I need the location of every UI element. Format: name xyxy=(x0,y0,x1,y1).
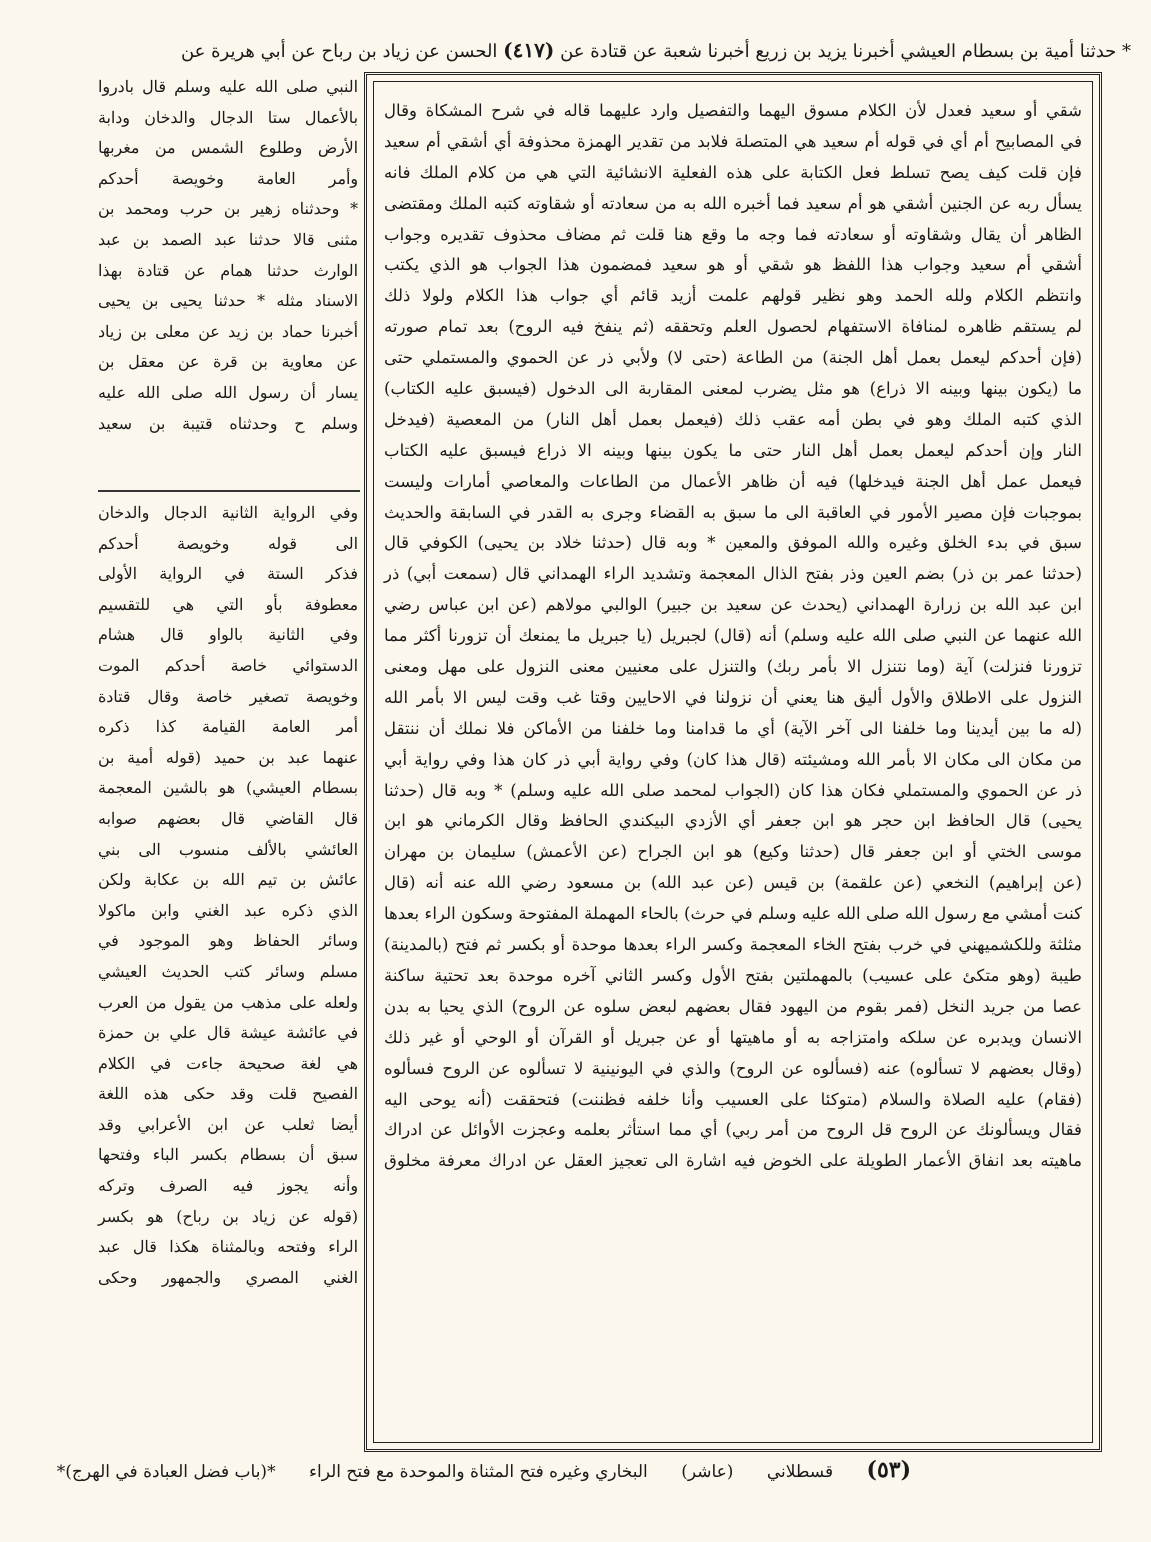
footer-chapter: *(باب فضل العبادة في الهرج)* xyxy=(56,1462,276,1482)
header-prefix: * حدثنا أمية بن بسطام العيشي أخبرنا يزيد بن زريع أخبرنا شعبة عن قتادة عن xyxy=(560,41,1131,62)
margin-note-line: فذكر الستة في الرواية الأولى xyxy=(98,564,358,584)
margin-line: وسلم ح وحدثناه قتيبة بن سعيد xyxy=(98,413,358,433)
margin-note-line: وفي الثانية بالواو قال هشام xyxy=(98,625,358,645)
text-line: في المصابيح أم أي في قوله أم سعيد هي المتصلة فلابد من تقدير الهمزة محذوفة أي أشقي أم سعيد xyxy=(384,131,1082,151)
page-header xyxy=(60,30,1131,70)
page-footer xyxy=(56,1448,911,1492)
margin-column xyxy=(98,72,358,1452)
margin-divider xyxy=(98,490,360,492)
text-line: طيبة (وهو متكئ على عسيب) بالمهملتين بفتح الأول وكسر الثاني آخره موحدة بعد تحتية ساكنة xyxy=(384,965,1082,985)
text-line: وانتظم الكلام ولله الحمد وهو نظير قولهم علمت أزيد قائم أي جواب هذا الكلام ولولا ذلك xyxy=(384,286,1082,306)
text-line: فإن قلت كيف يصح تسلط فعل الكتابة على هذه الفعلية الانشائية التي هي من كلام الملك فانه xyxy=(384,162,1082,182)
text-line: ابن عبد الله بن زرارة الهمداني (يحدث عن سعيد بن جبير) الوالبي مولاهم (عن ابن عباس رضي xyxy=(384,595,1082,615)
text-line: النزول على الاطلاق والأول أليق هنا يعني أن نزولنا في الاحايين وقتا غب وقت ليس الا بأمر الله xyxy=(384,687,1082,707)
margin-line: بالأعمال ستا الدجال والدخان ودابة xyxy=(98,107,358,127)
text-line: لم يستقم ظاهره لمنافاة الاستفهام لحصول العلم وتحققه (ثم ينفخ فيه الروح) بعد تمام صورته xyxy=(384,317,1082,337)
text-line: كنت أمشي مع رسول الله صلى الله عليه وسلم في حرث) بالحاء المهملة المفتوحة وسكون الراء بعدها xyxy=(384,904,1082,924)
text-line: يسأل ربه عن الجنين أشقي هو أم سعيد فما أخبره الله به من سعادته أو شقاوته كتبه الملك ومقتضى xyxy=(384,193,1082,213)
margin-line: الاسناد مثله * حدثنا يحيى بن يحيى xyxy=(98,291,358,311)
margin-line: يسار أن رسول الله صلى الله عليه xyxy=(98,382,358,402)
text-line: فيعمل عمل أهل الجنة فيدخلها) فيه أن ظاهر الأعمال من الطاعات والمعاصي أمارات وليست xyxy=(384,471,1082,491)
margin-line: أخبرنا حماد بن زيد عن معلى بن زياد xyxy=(98,321,358,341)
text-line: (فقام) عليه الصلاة والسلام (متوكئا على العسيب وأنا خلفه فظننت) فتحققت (أنه يوحى اليه xyxy=(384,1089,1082,1109)
text-line: موسى الختي أو ابن جعفر قال (حدثنا وكيع) هو ابن الجراح (عن الأعمش) سليمان بن مهران xyxy=(384,842,1082,862)
commentary-frame xyxy=(364,72,1102,1452)
margin-note-line: الفصيح قلت وقد حكى هذه اللغة xyxy=(98,1084,358,1104)
text-line: (عن إبراهيم) النخعي (عن علقمة) بن قيس (عن عبد الله) بن مسعود رضي الله عنه أنه (قال xyxy=(384,873,1082,893)
text-line: سبق في بدء الخلق وغيره والله الموفق والمعين * وبه قال (حدثنا خلاد بن يحيى) الكوفي قال xyxy=(384,533,1082,553)
margin-line: النبي صلى الله عليه وسلم قال بادروا xyxy=(98,77,358,96)
text-line: (له ما بين أيدينا وما خلفنا الى آخر الآية) أي ما قدامنا وما خلفنا من الأماكن فلا نملك أن ننتقل xyxy=(384,718,1082,738)
footer-note: البخاري وغيره فتح المثناة والموحدة مع فتح الراء xyxy=(308,1462,648,1482)
header-suffix: الحسن عن زياد بن رباح عن أبي هريرة عن xyxy=(180,41,498,62)
text-line: تزورنا فنزلت) آية (وما نتنزل الا بأمر ربك) والتنزل على معنيين معنى النزول على مهل ومعنى xyxy=(384,657,1082,677)
margin-line: عن معاوية بن قرة عن معقل بن xyxy=(98,352,358,372)
margin-note-line: الى قوله وخويصة أحدكم xyxy=(98,533,358,553)
commentary-text xyxy=(373,81,1093,1443)
text-line: أشقي أم سعيد وجواب هذا اللفظ هو شقي أو هو سعيد فمضمون هذا الجواب هو الذي يكتب xyxy=(384,255,1082,275)
margin-line: وأمر العامة وخويصة أحدكم xyxy=(98,168,358,188)
margin-notes-text xyxy=(98,498,358,1293)
margin-line: الأرض وطلوع الشمس من مغربها xyxy=(98,138,358,158)
margin-hadith-text xyxy=(98,72,358,439)
text-line: شقي أو سعيد فعدل لأن الكلام مسوق اليهما والتفصيل وارد عليهما قاله في شرح المشكاة وقال xyxy=(384,101,1082,120)
text-line: بموجبات فإن مصير الأمور في العاقبة الى ما سبق به القضاء وجرى به القدر في السابقة والحديث xyxy=(384,502,1082,522)
text-line: النار وإن أحدكم ليعمل بعمل أهل النار حتى ما يكون بينها وبينه الا ذراع فيسبق عليه الكتاب xyxy=(384,440,1082,460)
text-line: فقال ويسألونك عن الروح قل الروح من أمر ربي) أي مما استأثر بعلمه وعجزت الأوائل عن ادراك xyxy=(384,1120,1082,1140)
text-line: (حدثنا عمر بن ذر) بضم العين وذر بفتح الذال المعجمة وتشديد الراء الهمداني قال (سمعت أبي) ذر xyxy=(384,564,1082,584)
text-line: ذر عن الحموي والمستملي فكان هذا كان (الجواب لمحمد صلى الله عليه وسلم) * وبه قال (حدثنا xyxy=(384,780,1082,800)
header-page-number: (٤١٧) xyxy=(503,38,555,62)
margin-note-line: عائش بن تيم الله بن عكابة ولكن xyxy=(98,870,358,890)
margin-note-line: سبق أن بسطام بكسر الباء وفتحها xyxy=(98,1145,358,1165)
margin-note-line: عنهما عبد بن حميد (قوله أمية بن xyxy=(98,747,358,767)
margin-line: * وحدثناه زهير بن حرب ومحمد بن xyxy=(98,199,358,219)
text-line: (فإن أحدكم ليعمل بعمل أهل الجنة) من الطاعة (حتى لا) ولأبي ذر عن الحموي والمستملي حتى xyxy=(384,348,1082,368)
margin-note-line: الراء وفتحه وبالمثناة هكذا قال عبد xyxy=(98,1237,358,1257)
margin-note-line: أمر العامة القيامة كذا ذكره xyxy=(98,717,358,737)
margin-line: الوارث حدثنا همام عن قتادة بهذا xyxy=(98,260,358,280)
margin-note-line: هي لغة صحيحة جاءت في الكلام xyxy=(98,1053,358,1073)
text-line: مثلثة وللكشميهني في خرب بفتح الخاء المعجمة وكسر الراء بعدها موحدة أو بكسر ثم فتح (بالمدينة) xyxy=(384,935,1082,955)
margin-note-line: العائشي بالألف منسوب الى بني xyxy=(98,839,358,859)
margin-note-line: وفي الرواية الثانية الدجال والدخان xyxy=(98,503,358,522)
margin-note-line: معطوفة بأو التي هي للتقسيم xyxy=(98,594,358,614)
margin-note-line: ولعله على مذهب من يقول من العرب xyxy=(98,992,358,1012)
margin-note-line: (قوله عن زياد بن رباح) هو بكسر xyxy=(98,1206,358,1226)
margin-note-line: قال القاضي قال بعضهم صوابه xyxy=(98,808,358,828)
margin-line: مثنى قالا حدثنا عبد الصمد بن عبد xyxy=(98,229,358,249)
margin-note-line: الذي ذكره عبد الغني وابن ماكولا xyxy=(98,900,358,920)
margin-note-line: وأنه يجوز فيه الصرف وتركه xyxy=(98,1176,358,1196)
text-line: ماهيته بعد انفاق الأعمار الطويلة على الخوض فيه اشارة الى تعجيز العقل عن ادراك معرفة مخلوق xyxy=(384,1151,1082,1171)
text-line: الله عنهما عن النبي صلى الله عليه وسلم) أنه (قال) لجبريل (يا جبريل ما يمنعك أن تزورنا أكثر مما xyxy=(384,626,1082,646)
margin-note-line: أيضا ثعلب عن ابن الأعرابي وقد xyxy=(98,1114,358,1134)
margin-note-line: مسلم وسائر كتب الحديث العيشي xyxy=(98,961,358,981)
margin-note-line: الدستوائي خاصة أحدكم الموت xyxy=(98,655,358,675)
text-line: من مكان الى مكان الا بأمر الله ومشيئته (قال هذا كان) وفي رواية أبي ذر كان هذا وفي رواية أبي xyxy=(384,749,1082,769)
text-line: ما (يكون بينها وبينه الا ذراع) هو مثل يضرب لمعنى المقاربة الى الدخول (فيسبق عليه الكتاب) xyxy=(384,379,1082,399)
text-line: الذي كتبه الملك وهو في بطن أمه عقب ذلك (فيعمل بعمل أهل النار) من المعصية (فيدخل xyxy=(384,409,1082,429)
text-line: عصا من جريد النخل (فمر بقوم من اليهود فقال بعضهم لبعض سلوه عن الروح) الذي يحيا به بدن xyxy=(384,996,1082,1016)
text-line: الانسان ويدبره عن سلكه وامتزاجه به أو ماهيتها أو عن جبريل أو القرآن أو الوحي أو غير ذلك xyxy=(384,1027,1082,1047)
text-line: يحيى) قال الحافظ ابن حجر هو ابن جعفر أي الأزدي البيكندي الحافظ وقال الكرماني هو ابن xyxy=(384,811,1082,831)
margin-note-line: بسطام العيشي) هو بالشين المعجمة xyxy=(98,778,358,798)
text-line: الظاهر أن يقال وشقاوته أو سعادته فما وجه ما وقع هنا قلت ثم مضاف محذوف تقديره وجواب xyxy=(384,224,1082,244)
margin-note-line: وخويصة تصغير خاصة وقال قتادة xyxy=(98,686,358,706)
footer-book-name: قسطلاني xyxy=(766,1462,834,1482)
text-line: (وقال بعضهم لا تسألوه) عنه (فسألوه عن الروح) والذي في اليونينية لا تسألوه عن الروح فسألوه xyxy=(384,1058,1082,1078)
margin-note-line: الغني المصري والجمهور وحكى xyxy=(98,1267,358,1287)
footer-volume: (عاشر) xyxy=(681,1462,734,1482)
footer-page-number: (٥٣) xyxy=(866,1457,911,1483)
margin-note-line: في عائشة عيشة قال علي بن حمزة xyxy=(98,1023,358,1043)
margin-note-line: وسائر الحفاظ وهو الموجود في xyxy=(98,931,358,951)
